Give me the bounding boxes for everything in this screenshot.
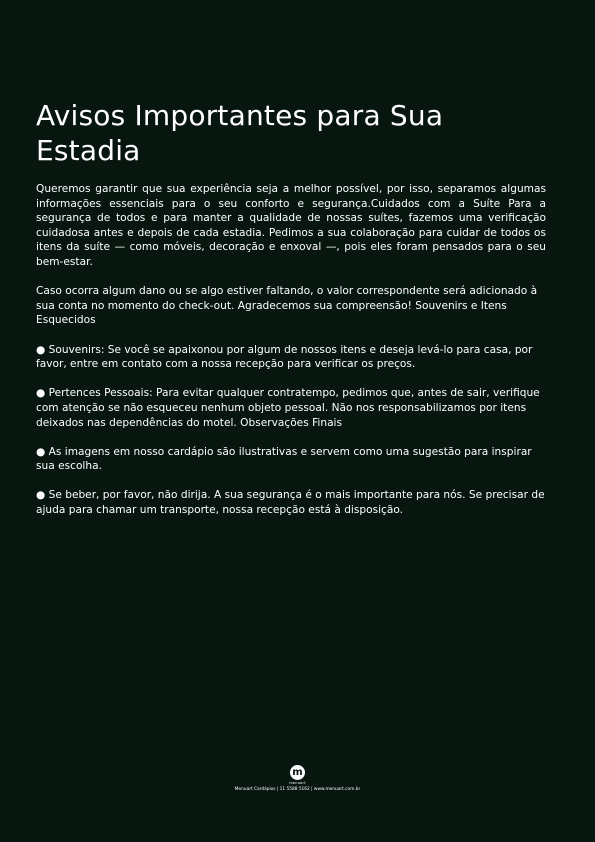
- damage-paragraph: Caso ocorra algum dano ou se algo estiver faltando, o valor correspondente será adicionado à sua conta no momento do check-out. Agradecemos sua compreensão! Souvenirs e Itens Esquecidos: [36, 285, 538, 327]
- menuart-logo-icon: m: [290, 765, 305, 780]
- menu-images-item: ● As imagens em nosso cardápio são ilustrativas e servem como uma sugestão para inspirar sua escolha.: [36, 445, 532, 473]
- page-content: [36, 98, 546, 532]
- personal-belongings-item: ● Pertences Pessoais: Para evitar qualquer contratempo, pedimos que, antes de sair, verifique com atenção se não esqueceu nenhum objeto pessoal. Não nos responsabilizamos por itens deixados nas dependências do motel. Observações Finais: [36, 387, 540, 429]
- footer: [0, 765, 595, 793]
- intro-paragraph: Queremos garantir que sua experiência seja a melhor possível, por isso, separamos algumas informações essenciais para o seu conforto e segurança.Cuidados com a Suíte Para a segurança de todos e para manter a qualidade de nossas suítes, fazemos uma verificação cuidadosa antes e depois de cada estadia. Pedimos a sua colaboração para cuidar de todos os itens da suíte — como móveis, decoração e enxoval —, pois eles foram pensados para o seu bem-estar.: [36, 183, 546, 268]
- notice-body: [36, 182, 546, 518]
- footer-contact: Menuart Cardápios | 11 5588 5162 | www.menuart.com.br: [234, 787, 361, 792]
- footer-brand: menuart: [289, 781, 306, 785]
- page-title: Avisos Importantes para Sua Estadia: [36, 99, 444, 167]
- dont-drink-drive-item: ● Se beber, por favor, não dirija. A sua segurança é o mais importante para nós. Se precisar de ajuda para chamar um transporte, nossa recepção está à disposição.: [36, 489, 545, 517]
- souvenirs-item: ● Souvenirs: Se você se apaixonou por algum de nossos itens e deseja levá-lo para casa, por favor, entre em contato com a nossa recepção para verificar os preços.: [36, 343, 533, 371]
